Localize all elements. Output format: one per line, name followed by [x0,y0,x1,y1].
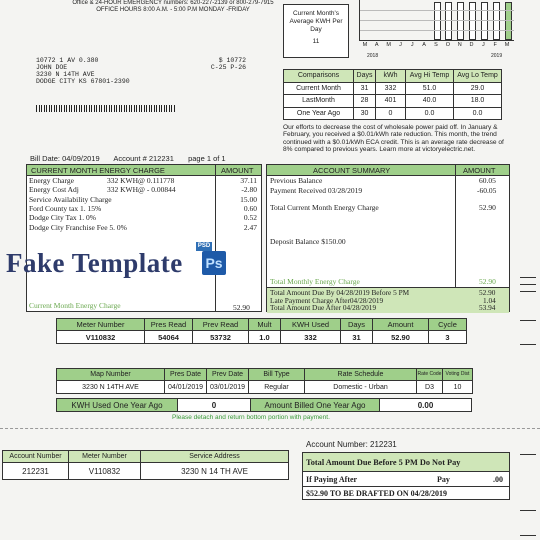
map-header: Rate Schedule [304,368,417,381]
edge-mark [520,291,536,292]
stub-account-number: Account Number: 212231 [306,440,397,449]
late-charge-amount: 1.04 [483,295,496,305]
meter-value: 1.0 [248,330,281,344]
chart-month-axis [359,42,513,50]
edge-mark [520,535,536,536]
late-charge-label: Late Payment Charge After04/28/2019 [270,295,384,305]
due-before-label: Total Amount Due By 04/28/2019 Before 5 PM [270,288,410,297]
meter-header: Meter Number [56,318,145,331]
mailing-address [36,57,246,85]
charges-total-amount: 52.90 [233,303,250,312]
comparison-cell: 40.0 [405,94,454,108]
meter-value: 3 [428,330,467,344]
stub-pay-amount: .00 [493,475,503,484]
due-before-amount: 52.90 [479,288,496,297]
header [58,0,288,14]
comparison-cell: 30 [353,107,376,121]
charge-amount: 2.47 [243,222,257,232]
chart-month-label: M [504,42,510,48]
chart-gridline [360,20,514,21]
edge-mark [520,320,536,321]
chart-month-label: O [445,42,450,48]
kwh-year-ago-label: KWH Used One Year Ago [56,398,178,412]
edge-mark [520,510,536,511]
charge-amount: 0.52 [243,213,257,223]
chart-month-label: A [422,42,426,48]
account-number: Account # 212231 [113,154,174,163]
comparison-cell: 401 [375,94,406,108]
meter-value: 54064 [144,330,193,344]
comparison-cell: 332 [375,82,406,96]
comparison-cell: 29.0 [453,82,502,96]
average-kwh-box [283,4,349,58]
monthly-total-amount: 52.90 [479,277,496,286]
kwh-year-ago-value: 0 [177,398,251,412]
comparison-header: Days [353,69,376,83]
stub-drafted: $52.90 TO BE DRAFTED ON 04/28/2019 [306,489,448,498]
total-current-charge: Total Current Month Energy Charge [270,203,379,212]
comparison-header: Avg Hi Temp [405,69,454,83]
customer-name: JOHN DOE [36,64,68,71]
street: 3230 N 14TH AVE [36,71,95,78]
charge-label: Ford County tax 1. 15% [29,203,102,213]
meter-value: 53732 [192,330,249,344]
meter-header: Amount [372,318,429,331]
ps-logo: Ps [202,251,226,275]
total-current-charge-amount: 52.90 [479,203,496,212]
chart-gridline [360,30,514,31]
due-after-label: Total Amount Due After 04/28/2019 [270,303,377,312]
detach-notice: Please detach and return bottom portion with payment. [172,414,330,421]
comparison-header: Comparisons [283,69,354,83]
postal-barcode [36,105,176,112]
chart-month-label: F [493,42,497,48]
stub-if-paying-after: If Paying After [306,475,358,484]
chart-month-label: D [469,42,474,48]
map-value: 03/01/2019 [206,380,249,394]
chart-bar [481,2,488,40]
chart-bar [505,2,512,40]
page-indicator: page 1 of 1 [188,154,226,163]
city: DODGE CITY KS 67801-2390 [36,78,130,85]
comparison-cell: Current Month [283,82,354,96]
charge-amount: 15.00 [240,194,257,204]
map-header: Voting Dist [442,368,473,381]
meter-header: KWH Used [280,318,341,331]
map-value: 3230 N 14TH AVE [56,380,165,394]
map-header: Rate Code [416,368,443,381]
chart-bar [457,2,464,40]
map-value: D3 [416,380,443,394]
comparison-cell: 51.0 [405,82,454,96]
stub-value: 212231 [2,462,69,480]
charge-label: Energy Cost Adj [29,185,79,195]
chart-bar [434,2,441,40]
watermark-text: Fake Template [6,248,183,278]
meter-value: 52.90 [372,330,429,344]
hours-line: OFFICE HOURS 8:00 A.M. - 5:00 P.M MONDAY -FRIDAY [96,7,250,13]
map-table [56,368,472,394]
previous-balance-amount: 60.05 [479,176,496,185]
comparison-header: kWh [375,69,406,83]
edge-mark [520,277,536,278]
map-header: Prev Date [206,368,249,381]
map-value: Domestic - Urban [304,380,417,394]
chart-gridline [360,10,514,11]
charge-amount: -2.80 [241,185,257,195]
comparison-cell: 0.0 [405,107,454,121]
meter-value: 332 [280,330,341,344]
bill-info [30,154,226,163]
map-value: 10 [442,380,473,394]
notice-text: Our efforts to decrease the cost of wholesale power paid off. In January & February, you received a $0.01/kWh rate reduction. This month, the trend continued with a $0.01/kWh ECA credit. This is an average rate decrease of 8% compared to previous years. Learn more at victoryelectric.net. [283,124,504,154]
monthly-total-label: Total Monthly Energy Charge [270,277,360,286]
average-kwh-value: 11 [312,38,320,45]
bill-date: Bill Date: 04/09/2019 [30,154,100,163]
charges-total-label: Current Month Energy Charge [29,301,121,310]
chart-bar [469,2,476,40]
stub-value: V110832 [68,462,141,480]
meter-value: V110832 [56,330,145,344]
meter-header: Days [340,318,373,331]
meter-header: Prev Read [192,318,249,331]
stub-payment-box [302,452,510,500]
comparison-cell: 28 [353,94,376,108]
chart-month-label: N [457,42,462,48]
charge-label: Dodge City Franchise Fee 5. 0% [29,222,127,232]
summary-amount-header: AMOUNT [463,166,496,175]
comparison-cell: 0 [375,107,406,121]
chart-year-left: 2018 [367,53,379,59]
stub-table [2,450,292,482]
chart-month-label: J [410,42,414,48]
map-header: Pres Date [164,368,207,381]
chart-month-label: J [399,42,402,48]
stub-header: Service Address [140,450,289,463]
route-code: C-25 P-26 [210,64,246,71]
chart-month-label: M [386,42,391,48]
chart-year-right: 2019 [491,53,503,59]
meter-table [56,318,466,348]
edge-mark [520,284,536,285]
chart-month-label: A [374,42,379,48]
meter-header: Cycle [428,318,467,331]
comparison-cell: 0.0 [453,107,502,121]
charge-detail: 332 KWH@ 0.111778 [107,176,175,185]
stub-header: Meter Number [68,450,141,463]
map-value: 04/01/2019 [164,380,207,394]
charge-label: Dodge City Tax 1. 0% [29,213,97,223]
amount-year-ago-value: 0.00 [379,398,472,412]
stub-due-before: Total Amount Due Before 5 PM Do Not Pay [306,458,461,467]
edge-mark [520,344,536,345]
route-right: $ 10772 [218,57,246,64]
usage-chart [353,0,515,60]
chart-month-label: S [434,42,438,48]
charge-label: Service Availability Charge [29,194,112,204]
comparison-cell: 18.0 [453,94,502,108]
due-after-amount: 53.94 [479,303,496,312]
comparison-cell: 31 [353,82,376,96]
stub-header: Account Number [2,450,69,463]
charge-amount: 37.11 [240,176,257,185]
payment-received-amount: -60.05 [477,186,497,195]
charge-amount: 0.60 [243,203,257,213]
chart-plot-area [359,0,514,41]
office-line: Office & 24-HOUR EMERGENCY numbers: 620-227-2139 or 800-279-7915 [72,0,274,6]
map-header: Bill Type [248,368,305,381]
chart-bar [445,2,452,40]
stub-pay-label: Pay [437,475,450,484]
comparison-cell: One Year Ago [283,107,354,121]
summary-panel [266,164,510,312]
route-line: 10772 1 AV 0.380 [36,57,99,64]
year-ago-row [56,398,472,412]
meter-value: 31 [340,330,373,344]
previous-balance: Previous Balance [270,176,323,185]
map-header: Map Number [56,368,165,381]
psd-badge-icon [194,238,230,278]
map-value: Regular [248,380,305,394]
edge-mark [520,454,536,455]
chart-month-label: M [362,42,368,48]
amount-year-ago-label: Amount Billed One Year Ago [250,398,380,412]
charge-detail: 332 KWH@ - 0.00844 [107,185,176,195]
chart-bar [493,2,500,40]
comparisons-table [283,69,509,121]
stub-value: 3230 N 14 TH AVE [140,462,289,480]
payment-received: Payment Received 03/28/2019 [270,186,363,195]
summary-header: ACCOUNT SUMMARY [313,166,391,175]
charges-amount-header: AMOUNT [221,166,254,175]
perforation-line [0,428,540,429]
psd-badge-label: PSD [197,243,211,249]
deposit-balance: Deposit Balance $150.00 [270,237,346,246]
chart-month-label: J [482,42,485,48]
meter-header: Mult [248,318,281,331]
average-kwh-label: Current Month's Average KWH Per Day [289,10,343,33]
comparison-header: Avg Lo Temp [453,69,502,83]
comparison-cell: LastMonth [283,94,354,108]
charge-label: Energy Charge [29,176,74,185]
charges-header: CURRENT MONTH ENERGY CHARGE [31,166,165,175]
meter-header: Pres Read [144,318,193,331]
